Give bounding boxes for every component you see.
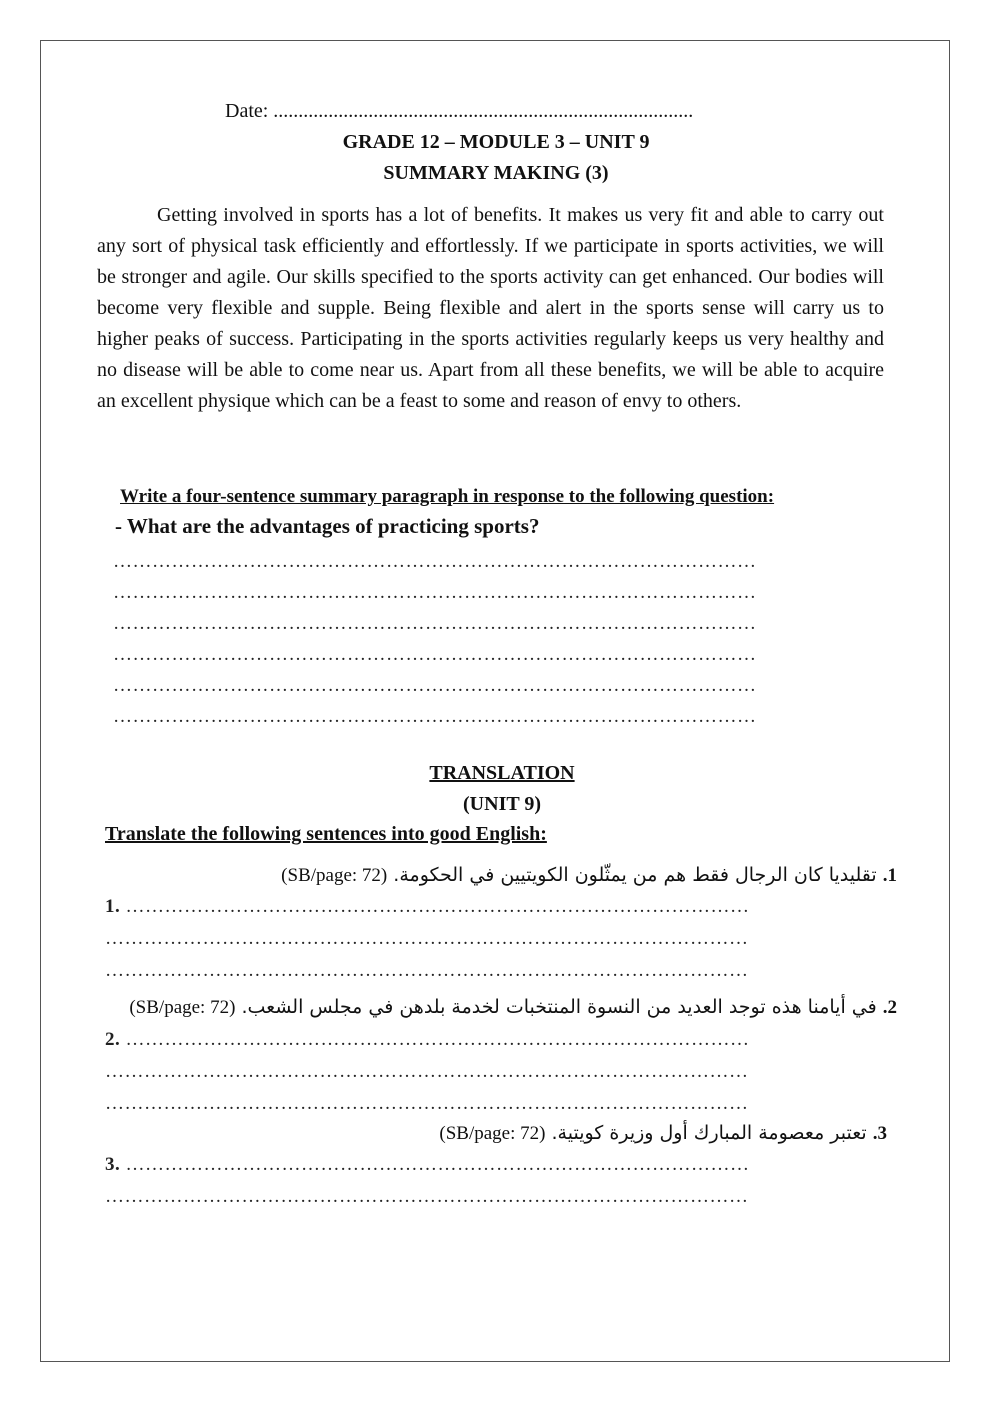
answer-line[interactable]: ……………………………………………………………………………………… (113, 582, 757, 603)
answer-line[interactable] (105, 896, 897, 918)
arabic-text: في أيامنا هذه توجد العديد من النسوة المنتخبات لخدمة بلدهن في مجلس الشعب. (241, 996, 877, 1018)
section-title: SUMMARY MAKING (3) (383, 162, 609, 184)
date-field[interactable]: Date: .................................................................................... (225, 100, 694, 122)
answer-line[interactable]: ……………………………………………………………………………………… (105, 960, 749, 981)
reading-passage (97, 200, 884, 417)
answer-line[interactable]: ……………………………………………………………………………………… (105, 1186, 749, 1207)
answer-line[interactable]: ……………………………………………………………………………………… (105, 1061, 749, 1082)
answer-dots: …………………………………………………………………………………… (125, 896, 750, 917)
translation-heading: TRANSLATION (429, 762, 575, 784)
translation-instruction: Translate the following sentences into good English: (105, 823, 547, 845)
page-reference: (SB/page: 72) (281, 865, 388, 886)
answer-number: 1. (105, 896, 121, 917)
answer-line[interactable]: ……………………………………………………………………………………… (105, 928, 749, 949)
passage-text: Getting involved in sports has a lot of benefits. It makes us very fit and able to carry out any sort of physical task efficiently and effortlessly. If we participate in sports activities, we will be stronger and agile. Our skills specified to the sports activity can get enhanced. Our bodies will become very flexible and supple. Being flexible and alert in the sports sense will carry us to higher peaks of success. Participating in the sports activities regularly keeps us very healthy and no disease will be able to come near us. Apart from all these benefits, we will be able to acquire an excellent physique which can be a feast to some and reason of envy to others. (97, 204, 884, 412)
page-title: GRADE 12 – MODULE 3 – UNIT 9 (342, 131, 650, 153)
answer-line[interactable]: ……………………………………………………………………………………… (113, 551, 757, 572)
item-number: 2. (882, 997, 897, 1018)
arabic-text: تقليديا كان الرجال فقط هم من يمثّلون الكويتيين في الحكومة. (393, 864, 877, 886)
answer-line[interactable]: ……………………………………………………………………………………… (105, 1093, 749, 1114)
arabic-text: تعتبر معصومة المبارك أول وزيرة كويتية. (551, 1122, 867, 1144)
answer-dots: …………………………………………………………………………………… (125, 1154, 750, 1175)
answer-number: 3. (105, 1154, 121, 1175)
answer-line[interactable]: ……………………………………………………………………………………… (113, 675, 757, 696)
page-reference: (SB/page: 72) (129, 997, 236, 1018)
arabic-sentence-3 (439, 1122, 887, 1145)
summary-instruction: Write a four-sentence summary paragraph in response to the following question: (120, 486, 775, 507)
answer-line[interactable] (105, 1029, 897, 1051)
answer-line[interactable] (105, 1154, 897, 1176)
answer-line[interactable]: ……………………………………………………………………………………… (113, 706, 757, 727)
answer-line[interactable]: ……………………………………………………………………………………… (113, 613, 757, 634)
arabic-sentence-1 (281, 864, 897, 887)
summary-question: - What are the advantages of practicing sports? (115, 514, 540, 538)
answer-dots: …………………………………………………………………………………… (125, 1029, 750, 1050)
answer-number: 2. (105, 1029, 121, 1050)
translation-subheading: (UNIT 9) (463, 793, 541, 815)
item-number: 3. (872, 1123, 887, 1144)
page-reference: (SB/page: 72) (439, 1123, 546, 1144)
arabic-sentence-2 (129, 996, 897, 1019)
answer-line[interactable]: ……………………………………………………………………………………… (113, 644, 757, 665)
item-number: 1. (882, 865, 897, 886)
